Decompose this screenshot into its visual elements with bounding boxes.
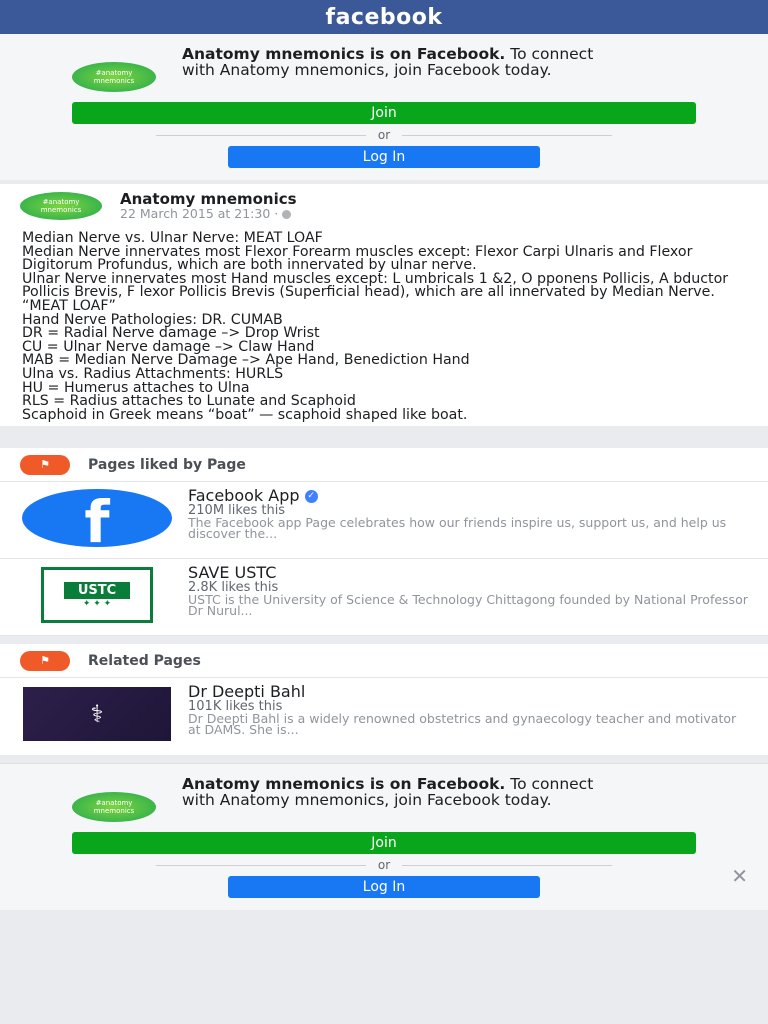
likes-count: 210M likes this bbox=[188, 503, 286, 519]
post-date[interactable]: 22 March 2015 at 21:30 · bbox=[120, 207, 297, 220]
login-button[interactable]: Log In bbox=[228, 146, 540, 168]
post-line: CU = Ulnar Nerve damage –> Claw Hand bbox=[22, 338, 315, 355]
flag-icon: ⚑ bbox=[20, 651, 70, 671]
connect-title: Anatomy mnemonics is on Facebook. bbox=[182, 45, 506, 63]
connect-message bbox=[182, 46, 612, 78]
join-button[interactable]: Join bbox=[72, 832, 696, 854]
avatar-text: mnemonics bbox=[93, 807, 135, 816]
post-line: Median Nerve vs. Ulnar Nerve: MEAT LOAF bbox=[22, 230, 323, 246]
connect-card bbox=[0, 34, 768, 180]
page-description: USTC is the University of Science & Technology Chittagong founded by National Professor Dr Nurul... bbox=[188, 592, 748, 619]
or-divider bbox=[0, 858, 768, 872]
likes-count: 2.8K likes this bbox=[188, 580, 279, 596]
section-title: Related Pages bbox=[88, 652, 201, 669]
post-line: Scaphoid in Greek means “boat” — scaphoid shaped like boat. bbox=[22, 406, 468, 423]
facebook-app-icon: f bbox=[22, 489, 172, 547]
avatar-text: #anatomy bbox=[42, 198, 80, 206]
page-avatar[interactable] bbox=[72, 62, 156, 92]
page-name[interactable]: Dr Deepti Bahl bbox=[188, 682, 306, 702]
or-label: or bbox=[377, 128, 391, 142]
post-line: Hand Nerve Pathologies: DR. CUMAB bbox=[22, 311, 283, 328]
list-item[interactable] bbox=[0, 482, 768, 559]
avatar-text: #anatomy bbox=[95, 69, 133, 77]
post-line: MAB = Median Nerve Damage –> Ape Hand, Benediction Hand bbox=[22, 352, 470, 369]
page-name[interactable]: Facebook App bbox=[188, 486, 300, 506]
or-label: or bbox=[377, 858, 391, 873]
post-avatar[interactable] bbox=[20, 192, 102, 220]
post-line: RLS = Radius attaches to Lunate and Scaphoid bbox=[22, 393, 356, 410]
post-line: HU = Humerus attaches to Ulna bbox=[22, 379, 250, 396]
avatar-text: mnemonics bbox=[93, 77, 135, 85]
login-button[interactable]: Log In bbox=[228, 876, 540, 898]
page-avatar[interactable] bbox=[72, 792, 156, 822]
globe-icon bbox=[282, 210, 291, 219]
connect-body: To connect with Anatomy mnemonics, join Facebook today. bbox=[182, 775, 594, 810]
post bbox=[0, 184, 768, 426]
section-title: Pages liked by Page bbox=[88, 456, 246, 473]
likes-count: 101K likes this bbox=[188, 699, 283, 715]
stethoscope-icon: ⚕ bbox=[23, 687, 171, 741]
verified-icon: ✓ bbox=[305, 490, 318, 503]
post-author[interactable]: Anatomy mnemonics bbox=[120, 190, 297, 208]
join-button[interactable]: Join bbox=[72, 102, 696, 124]
list-item[interactable] bbox=[0, 678, 768, 755]
top-bar bbox=[0, 0, 768, 34]
avatar-text: #anatomy bbox=[95, 799, 133, 808]
connect-body: To connect with Anatomy mnemonics, join Facebook today. bbox=[182, 45, 594, 79]
page-description: Dr Deepti Bahl is a widely renowned obstetrics and gynaecology teacher and motivator at DAMS. She is... bbox=[188, 711, 737, 738]
page-description: The Facebook app Page celebrates how our friends inspire us, support us, and help us discover the... bbox=[188, 515, 727, 542]
related-pages-section bbox=[0, 644, 768, 755]
connect-card-bottom bbox=[0, 763, 768, 910]
connect-title: Anatomy mnemonics is on Facebook. bbox=[182, 775, 506, 794]
page-name[interactable]: SAVE USTC bbox=[188, 563, 277, 583]
close-icon[interactable]: ✕ bbox=[731, 864, 748, 888]
avatar-text: mnemonics bbox=[40, 206, 82, 214]
or-divider bbox=[0, 128, 768, 142]
pages-liked-section bbox=[0, 448, 768, 636]
post-line: Median Nerve innervates most Flexor Forearm muscles except: Flexor Carpi Ulnaris and Flexor Digitorum Profundus, which are both innervated by ulnar nerve. bbox=[22, 243, 697, 274]
list-item[interactable] bbox=[0, 559, 768, 636]
post-line: DR = Radial Nerve damage –> Drop Wrist bbox=[22, 325, 320, 342]
post-line: Ulna vs. Radius Attachments: HURLS bbox=[22, 365, 284, 382]
connect-message bbox=[182, 776, 612, 808]
flag-icon: ⚑ bbox=[20, 455, 70, 475]
ustc-logo-icon: USTC ✦ ✦ ✦ bbox=[41, 567, 153, 623]
facebook-logo[interactable]: facebook bbox=[325, 4, 443, 30]
post-line: Ulnar Nerve innervates most Hand muscles except: L umbricals 1 &2, O pponens Pollicis, A bductor Pollicis Brevis, F lexor Pollicis Brevis (Superficial head), which are all innervated by Median Nerve. “MEAT LOAF” bbox=[22, 270, 733, 314]
post-body bbox=[0, 220, 768, 422]
